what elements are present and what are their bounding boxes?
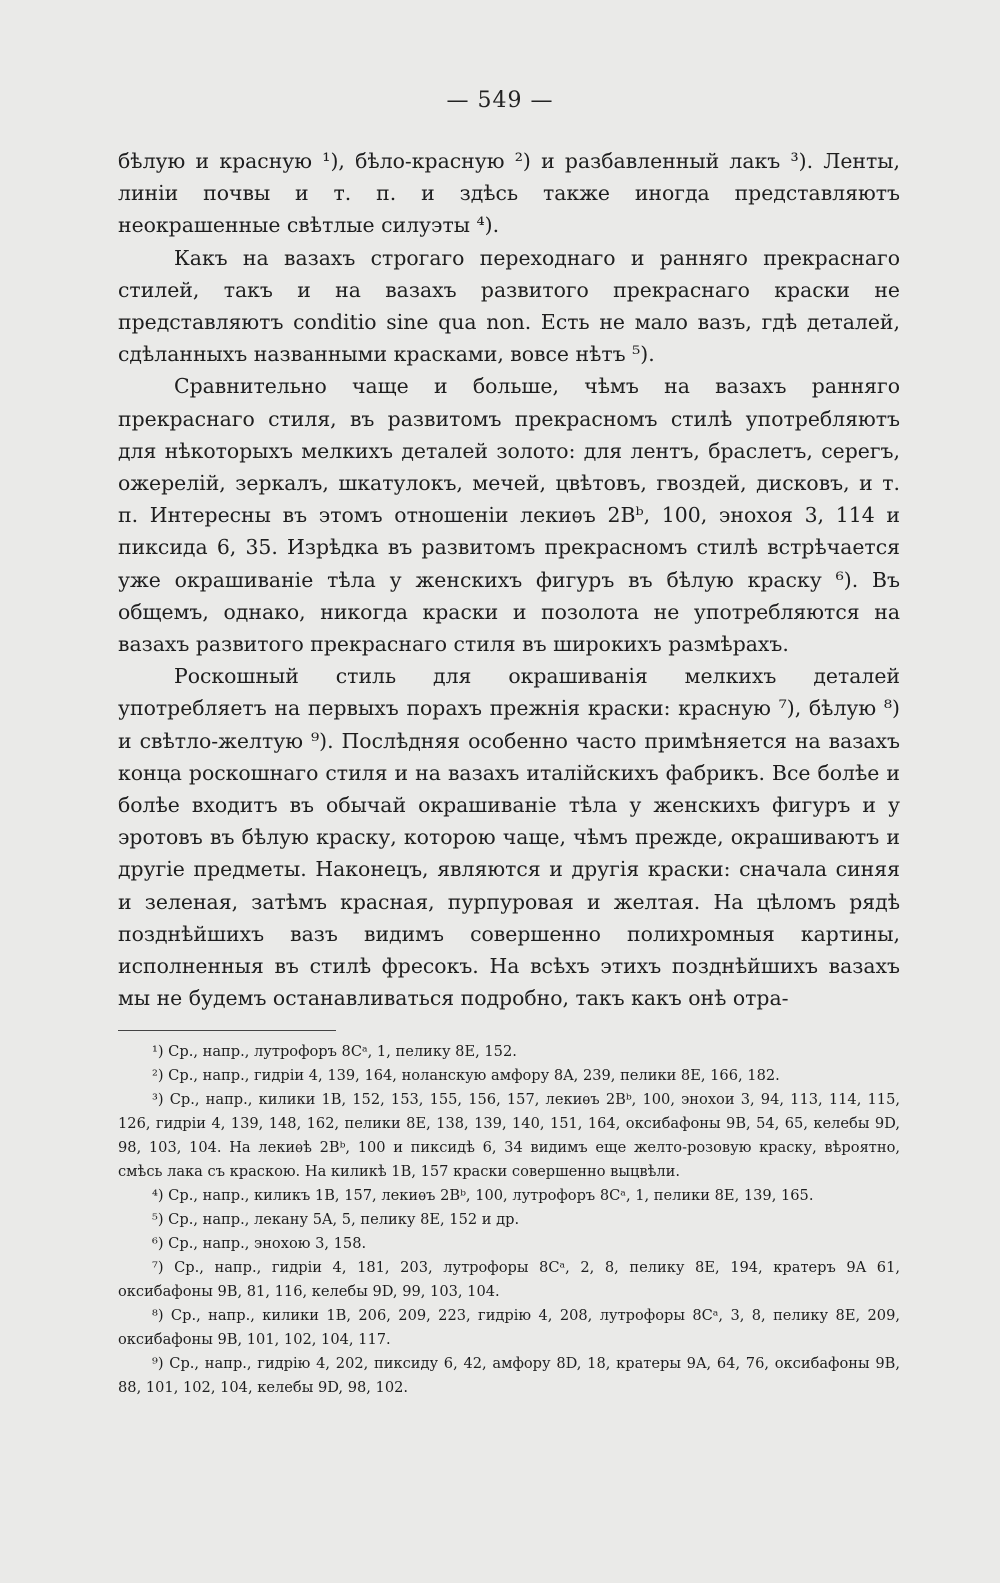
footnote-8: ⁸) Ср., напр., килики 1B, 206, 209, 223, гидрiю 4, 208, лутрофоры 8Cᵃ, 3, 8, пелику 8E, 209, оксибафоны 9B, 101, 102, 104, 117. bbox=[118, 1307, 900, 1348]
main-text bbox=[118, 145, 900, 1014]
paragraph-1: бѣлую и красную ¹), бѣло-красную ²) и разбавленный лакъ ³). Ленты, линiи почвы и т. п. и здѣсь также иногда представляютъ неокрашенные свѣтлые силуэты ⁴). bbox=[118, 149, 900, 238]
footnote-5: ⁵) Ср., напр., лекану 5A, 5, пелику 8E, 152 и др. bbox=[152, 1211, 520, 1228]
page-number: — 549 — bbox=[446, 88, 554, 113]
footnote-2: ²) Ср., напр., гидрiи 4, 139, 164, ноланскую амфору 8A, 239, пелики 8E, 166, 182. bbox=[152, 1067, 780, 1084]
footnote-1: ¹) Ср., напр., лутрофоръ 8Cᵃ, 1, пелику 8E, 152. bbox=[152, 1043, 517, 1060]
footnote-3: ³) Ср., напр., килики 1B, 152, 153, 155, 156, 157, лекиѳъ 2Bᵇ, 100, энохои 3, 94, 113, 114, 115, 126, гидрiи 4, 139, 148, 162, пелики 8E, 138, 139, 140, 151, 164, оксибафоны 9B, 54, 65, келебы 9D, 98, 103, 104. На лекиѳѣ 2Bᵇ, 100 и пиксидѣ 6, 34 видимъ еще желто-розовую краску, вѣроятно, смѣсь лака съ краскою. На киликѣ 1B, 157 краски совершенно выцвѣли. bbox=[118, 1091, 900, 1180]
footnote-7: ⁷) Ср., напр., гидрiи 4, 181, 203, лутрофоры 8Cᵃ, 2, 8, пелику 8E, 194, кратеръ 9A 61, оксибафоны 9B, 81, 116, келебы 9D, 99, 103, 104. bbox=[118, 1259, 900, 1300]
footnote-divider bbox=[118, 1030, 336, 1031]
paragraph-4: Роскошный стиль для окрашиванiя мелкихъ деталей употребляетъ на первыхъ порахъ прежнiя краски: красную ⁷), бѣлую ⁸) и свѣтло-желтую ⁹). Послѣдняя особенно часто примѣняется на вазахъ конца роскошнаго стиля и на вазахъ италiйскихъ фабрикъ. Все болѣе и болѣе входитъ въ обычай окрашиванiе тѣла у женскихъ фигуръ и у эротовъ въ бѣлую краску, которою чаще, чѣмъ прежде, окрашиваютъ и другiе предметы. Наконецъ, являются и другiя краски: сначала синяя и зеленая, затѣмъ красная, пурпуровая и желтая. На цѣломъ рядѣ позднѣйшихъ вазъ видимъ совершенно полихромныя картины, исполненныя въ стилѣ фресокъ. На всѣхъ этихъ позднѣйшихъ вазахъ мы не будемъ останавливаться подробно, такъ какъ онѣ отра- bbox=[118, 664, 900, 1011]
footnote-4: ⁴) Ср., напр., киликъ 1B, 157, лекиѳъ 2Bᵇ, 100, лутрофоръ 8Cᵃ, 1, пелики 8E, 139, 165. bbox=[152, 1187, 814, 1204]
footnote-9: ⁹) Ср., напр., гидрiю 4, 202, пиксиду 6, 42, амфору 8D, 18, кратеры 9A, 64, 76, оксибафоны 9B, 88, 101, 102, 104, келебы 9D, 98, 102. bbox=[118, 1355, 900, 1396]
paragraph-3: Сравнительно чаще и больше, чѣмъ на вазахъ ранняго прекраснаго стиля, въ развитомъ прекрасномъ стилѣ употребляютъ для нѣкоторыхъ мелкихъ деталей золото: для лентъ, браслетъ, серегъ, ожерелiй, зеркалъ, шкатулокъ, мечей, цвѣтовъ, гвоздей, дисковъ, и т. п. Интересны въ этомъ отношенiи лекиѳъ 2Bᵇ, 100, энохоя 3, 114 и пиксида 6, 35. Изрѣдка въ развитомъ прекрасномъ стилѣ встрѣчается уже окрашиванiе тѣла у женскихъ фигуръ въ бѣлую краску ⁶). Въ общемъ, однако, никогда краски и позолота не употребляются на вазахъ развитого прекраснаго стиля въ широкихъ размѣрахъ. bbox=[118, 374, 900, 657]
footnote-6: ⁶) Ср., напр., энохою 3, 158. bbox=[152, 1235, 367, 1252]
paragraph-2: Какъ на вазахъ строгаго переходнаго и ранняго прекраснаго стилей, такъ и на вазахъ развитого прекраснаго краски не представляютъ conditio sine qua non. Есть не мало вазъ, гдѣ деталей, сдѣланныхъ названными красками, вовсе нѣтъ ⁵). bbox=[118, 245, 900, 367]
footnotes bbox=[118, 1040, 900, 1400]
